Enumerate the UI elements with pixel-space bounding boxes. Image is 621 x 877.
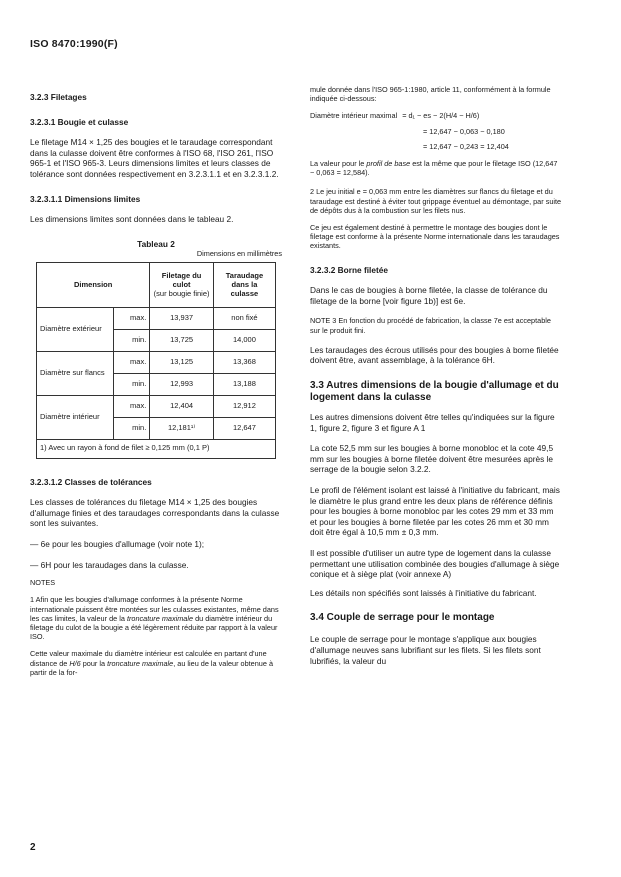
row-culot-value: 12,181¹⁾ [150, 417, 214, 439]
row-culasse-value: 13,368 [213, 351, 275, 373]
row-limit: max. [113, 307, 149, 329]
row-culasse-value: 14,000 [213, 329, 275, 351]
header-culasse: Taraudage dans la culasse [213, 262, 275, 307]
dimensions-table [36, 262, 276, 459]
note-1-text-b: du diamètre intérieur du filetage du culot de la bougie a été légèrement réduite par rapport à la valeur ISO. [30, 613, 278, 642]
row-culot-value: 12,404 [150, 395, 214, 417]
section-3-2-3-title: 3.2.3 Filetages [30, 92, 87, 102]
note-3: NOTE 3 En fonction du procédé de fabrication, la classe 7e est acceptable sur le produit fini. [310, 316, 551, 335]
right-column [310, 85, 562, 666]
note-1c-text-a: Cette valeur maximale du diamètre intérieur est calculée en partant d'une distance de [30, 649, 267, 668]
row-culot-value: 13,937 [150, 307, 214, 329]
section-3-2-3-1-1-body: Les dimensions limites sont données dans le tableau 2. [30, 214, 234, 225]
section-3-3-para-2: La cote 52,5 mm sur les bougies à borne monobloc et la cote 49,5 mm sur les bougies à borne filetée doivent être mesurées après le serrage de la bougie selon 3.2.2. [310, 443, 554, 475]
note-1c-text-b: pour la [80, 658, 108, 668]
equation-expression: = d₁ − es − 2(H/4 − H/6) [402, 111, 480, 121]
table-row [37, 395, 276, 417]
table-row [37, 351, 276, 373]
row-limit: max. [113, 351, 149, 373]
note-1c-emphasis-2: troncature maximale [107, 658, 174, 668]
row-limit: max. [113, 395, 149, 417]
table-row [37, 307, 276, 329]
tolerance-item-bougies: — 6e pour les bougies d'allumage (voir note 1); [30, 538, 205, 549]
section-3-2-3-2-body-2: Les taraudages des écrous utilisés pour des bougies à borne filetée doivent être, avant assemblage, à la tolérance 6H. [310, 344, 559, 366]
equation-line-2: = 12,647 − 0,063 − 0,180 [423, 126, 505, 136]
section-3-3-para-3: Le profil de l'élément isolant est laissé à l'initiative du fabricant, mais le diamètre le plus grand entre les deux plans de référence définis pour les bougies à borne monobloc par les cotes 29 mm et 33 mm et pour les bougies à borne filetée par les cotes 26 mm et 30 mm doit être égal à 10,5 mm ± 0,3 mm. [310, 484, 560, 538]
section-3-4-para-1: Le couple de serrage pour le montage s'applique aux bougies d'allumage neuves sans lubrifiant sur les filets. Si les filets sont lubrifiés, la valeur du [310, 634, 541, 666]
table-units: Dimensions en millimètres [196, 249, 282, 259]
base-profile-text-a: La valeur pour le [310, 159, 367, 169]
section-3-3-para-1: Les autres dimensions doivent être telles qu'indiquées sur la figure 1, figure 2, figure 3 et figure A 1 [310, 412, 555, 433]
table-footnote-row [37, 439, 276, 458]
section-3-2-3-1-body: Le filetage M14 × 1,25 des bougies et le taraudage correspondant dans la culasse doivent être conformes à l'ISO 68, l'ISO 261, l'ISO 965-1 et l'ISO 965-3. Leurs dimensions limites et leurs classes de tolérance sont données respectivement en 3.2.3.1.1 et en 3.2.3.1.2. [30, 137, 279, 179]
section-3-4-title: 3.4 Couple de serrage pour le montage [310, 612, 495, 624]
left-column [30, 92, 282, 677]
table-title: Tableau 2 [137, 238, 175, 249]
note-1 [30, 595, 282, 641]
table-header-row [37, 262, 276, 307]
section-3-2-3-1-title: 3.2.3.1 Bougie et culasse [30, 116, 129, 127]
header-dimension: Dimension [37, 262, 150, 307]
note-1c-emphasis-1: H/6 [69, 658, 81, 668]
equation-line-3: = 12,647 − 0,243 = 12,404 [423, 141, 509, 151]
equation-label: Diamètre intérieur maximal [310, 111, 398, 121]
tolerance-item-culasse: — 6H pour les taraudages dans la culasse. [30, 559, 189, 570]
note-1-emphasis: troncature maximale [126, 613, 194, 623]
section-3-3-para-4: Il est possible d'utiliser un autre type de logement dans la culasse permettant une utilisation combinée des bougies d'allumage à siège conique et à siège plat (voir annexe A) [310, 547, 560, 580]
note-2: 2 Le jeu initial e = 0,063 mm entre les diamètres sur flancs du filetage et du taraudage est destiné à éviter tout grippage éventuel au démontage, par suite de dépôts dus à la combustion sur les filets nus. [310, 187, 562, 215]
note-1-continuation [30, 649, 282, 677]
row-dimension: Diamètre intérieur [37, 395, 114, 439]
equation-line-1 [310, 111, 562, 120]
document-id: ISO 8470:1990(F) [30, 38, 118, 50]
section-3-3-title: 3.3 Autres dimensions de la bougie d'allumage et du logement dans la culasse [310, 380, 559, 404]
header-culot-label: Filetage du culot [161, 271, 202, 290]
section-3-3-para-5: Les détails non spécifiés sont laissés à l'initiative du fabricant. [310, 587, 537, 598]
page-number: 2 [30, 842, 36, 853]
row-culot-value: 13,125 [150, 351, 214, 373]
formula-intro: mule donnée dans l'ISO 965-1:1980, article 11, conformément à la formule indiquée ci-dessous: [310, 85, 551, 104]
header-culot-sub: (sur bougie finie) [153, 289, 210, 299]
row-culasse-value: 12,912 [213, 395, 275, 417]
row-limit: min. [113, 329, 149, 351]
section-3-2-3-2-body: Dans le cas de bougies à borne filetée, la classe de tolérance du filetage de la borne [voir figure 1b)] est 6e. [310, 285, 548, 306]
row-culasse-value: 13,188 [213, 373, 275, 395]
section-3-2-3-1-2-title: 3.2.3.1.2 Classes de tolérances [30, 476, 152, 487]
note-1c-text-c: , au lieu de la valeur obtenue à partir de la for- [30, 658, 274, 677]
notes-title: NOTES [30, 578, 56, 588]
section-3-2-3-2-title: 3.2.3.2 Borne filetée [310, 264, 388, 275]
row-dimension: Diamètre extérieur [37, 307, 114, 351]
base-profile-emphasis: profil de base [366, 159, 411, 169]
row-limit: min. [113, 373, 149, 395]
note-1-text-a: 1 Afin que les bougies d'allumage conformes à la présente Norme internationale puissent être montées sur les culasses existantes, même dans les cas limites, la valeur de la [30, 595, 279, 623]
section-3-2-3-1-1-title: 3.2.3.1.1 Dimensions limites [30, 193, 141, 204]
section-3-2-3-1-2-body: Les classes de tolérances du filetage M14 × 1,25 des bougies d'allumage finies et des taraudages correspondants dans la culasse sont les suivantes. [30, 497, 280, 529]
base-profile-text-b: est la même que pour le filetage ISO (12,647 − 0,063 = 12,584). [310, 159, 558, 178]
row-culot-value: 13,725 [150, 329, 214, 351]
table-footnote: 1) Avec un rayon à fond de filet ≥ 0,125 mm (0,1 P) [37, 439, 276, 458]
header-culot [150, 262, 214, 307]
base-profile-note [310, 159, 562, 177]
row-culot-value: 12,993 [150, 373, 214, 395]
row-culasse-value: 12,647 [213, 417, 275, 439]
row-culasse-value: non fixé [213, 307, 275, 329]
row-dimension: Diamètre sur flancs [37, 351, 114, 395]
row-limit: min. [113, 417, 149, 439]
note-2-continuation: Ce jeu est également destiné à permettre le montage des bougies dont le filetage est conforme à la présente Norme internationale dans les taraudages existants. [310, 223, 560, 251]
